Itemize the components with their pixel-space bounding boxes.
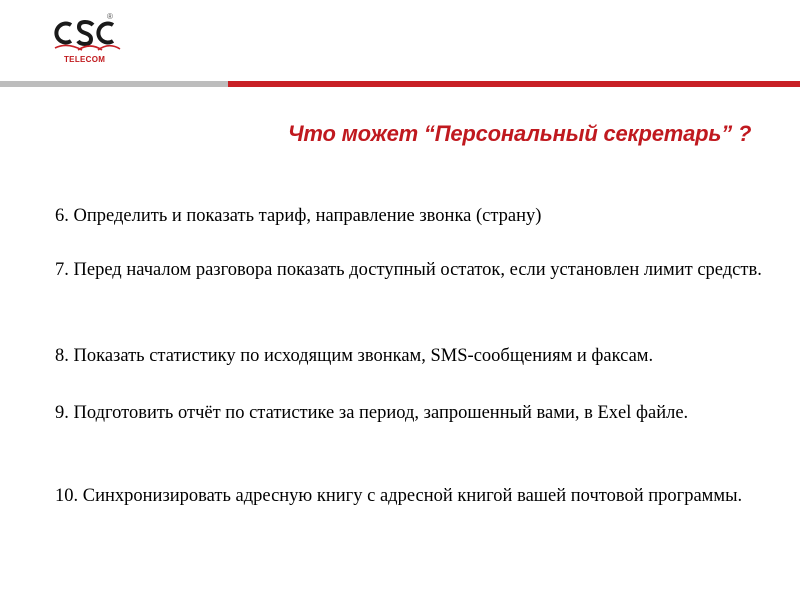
logo-letter-c2 [98, 24, 113, 43]
header-bar-grey [0, 81, 228, 87]
logo-subtext: TELECOM [64, 55, 106, 64]
list-item-7: 7. Перед началом разговора показать доступный остаток, если установлен лимит средств. [55, 260, 762, 280]
logo-letter-s [78, 22, 93, 44]
logo-trademark: ® [107, 12, 113, 21]
list-item-9: 9. Подготовить отчёт по статистике за период, запрошенный вами, в Exel файле. [55, 403, 689, 423]
logo-letter-c1 [56, 24, 71, 43]
csc-logo-mark [52, 12, 124, 58]
slide-title: Что может “Персональный секретарь” ? [288, 121, 752, 146]
header-bar-red [228, 81, 800, 87]
header-bar [0, 81, 800, 87]
list-item-8: 8. Показать статистику по исходящим звонкам, SMS-сообщениям и факсам. [55, 346, 654, 366]
list-item-6: 6. Определить и показать тариф, направление звонка (страну) [55, 206, 542, 226]
list-item-10: 10. Синхронизировать адресную книгу с адресной книгой вашей почтовой программы. [55, 486, 743, 506]
